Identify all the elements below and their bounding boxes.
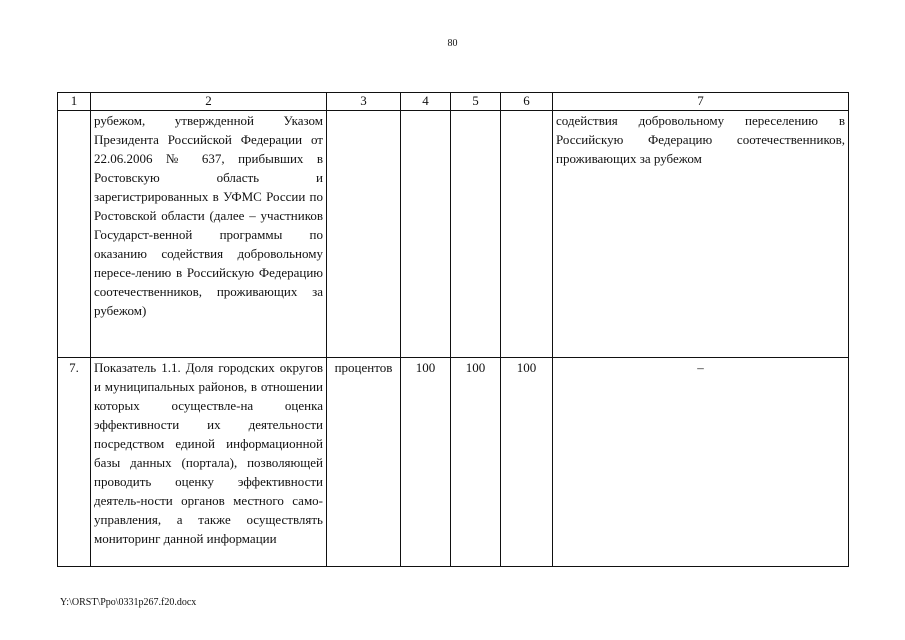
row-unit: [327, 111, 401, 358]
row-description: рубежом, утвержденной Указом Президента Российской Федерации от 22.06.2006 № 637, прибывших в Ростовскую область и зарегистрированных в УФМС России по Ростовской области (далее – участников Государст-венной программы по оказанию содействия добровольному пересе-лению в Российскую Федерацию соотечественников, проживающих за рубежом): [91, 111, 327, 358]
row-value-2020: [451, 111, 501, 358]
column-header-5: 5: [451, 93, 501, 111]
row-description: Показатель 1.1. Доля городских округов и муниципальных районов, в отношении которых осуществле-на оценка эффективности их деятельности посредством единой информационной базы данных (портала), позволяющей проводить оценку эффективности деятель-ности органов местного само-управления, а также осуществлять мониторинг данной информации: [91, 358, 327, 567]
column-header-4: 4: [401, 93, 451, 111]
row-note: –: [553, 358, 849, 567]
row-value-2019: [401, 111, 451, 358]
column-header-1: 1: [58, 93, 91, 111]
column-header-6: 6: [501, 93, 553, 111]
row-value-2019: 100: [401, 358, 451, 567]
column-header-7: 7: [553, 93, 849, 111]
document-file-path: Y:\ORST\Ppo\0331p267.f20.docx: [60, 597, 197, 608]
row-note: содействия добровольному переселению в Российскую Федерацию соотечественников, проживающих за рубежом: [553, 111, 849, 358]
row-number: [58, 111, 91, 358]
row-value-2021: 100: [501, 358, 553, 567]
table-row: [58, 358, 849, 567]
column-header-3: 3: [327, 93, 401, 111]
row-value-2021: [501, 111, 553, 358]
indicator-table: [57, 92, 849, 567]
table-header-row: [58, 93, 849, 111]
row-value-2020: 100: [451, 358, 501, 567]
table-row: [58, 111, 849, 358]
page-number: 80: [447, 38, 458, 49]
column-header-2: 2: [91, 93, 327, 111]
row-number: 7.: [58, 358, 91, 567]
row-unit: процентов: [327, 358, 401, 567]
